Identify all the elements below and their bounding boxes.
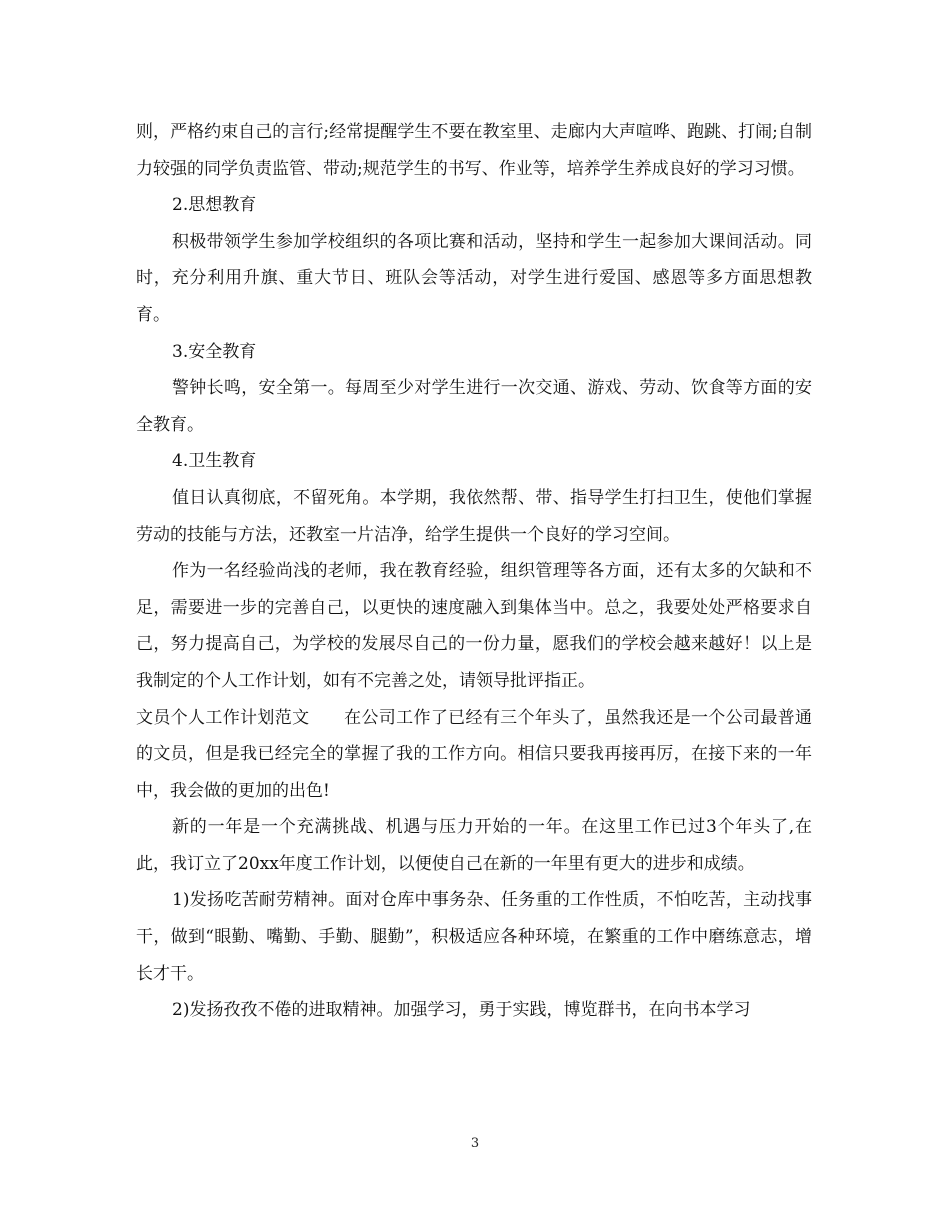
paragraph: 作为一名经验尚浅的老师，我在教育经验，组织管理等各方面，还有太多的欠缺和不足，需要进一步的完善自己，以更快的速度融入到集体当中。总之，我要处处严格要求自己，努力提高自己，为学校的发展尽自己的一份力量，愿我们的学校会越来越好！以上是我制定的个人工作计划，如有不完善之处，请领导批评指正。 — [136, 561, 812, 691]
page-number: 3 — [470, 1136, 480, 1151]
body-text — [136, 114, 812, 1029]
paragraph: 1)发扬吃苦耐劳精神。面对仓库中事务杂、任务重的工作性质，不怕吃苦，主动找事干，做到“眼勤、嘴勤、手勤、腿勤”，积极适应各种环境，在繁重的工作中磨练意志，增长才干。 — [136, 890, 812, 984]
section-heading: 2.思想教育 — [172, 195, 257, 216]
section-heading: 4.卫生教育 — [172, 451, 257, 472]
paragraph: 则，严格约束自己的言行;经常提醒学生不要在教室里、走廊内大声喧哗、跑跳、打闹;自制力较强的同学负责监管、带动;规范学生的书写、作业等，培养学生养成良好的学习习惯。 — [136, 122, 812, 179]
paragraph: 积极带领学生参加学校组织的各项比赛和活动，坚持和学生一起参加大课间活动。同时，充分利用升旗、重大节日、班队会等活动，对学生进行爱国、感恩等多方面思想教育。 — [136, 231, 812, 325]
paragraph: 2)发扬孜孜不倦的进取精神。加强学习，勇于实践，博览群书，在向书本学习 — [172, 1000, 751, 1021]
section-heading: 3.安全教育 — [172, 341, 257, 362]
paragraph: 新的一年是一个充满挑战、机遇与压力开始的一年。在这里工作已过3个年头了,在此，我订立了20xx年度工作计划，以便使自己在新的一年里有更大的进步和成绩。 — [136, 817, 812, 874]
paragraph: 文员个人工作计划范文 在公司工作了已经有三个年头了，虽然我还是一个公司最普通的文员，但是我已经完全的掌握了我的工作方向。相信只要我再接再厉，在接下来的一年中，我会做的更加的出色! — [136, 707, 812, 801]
paragraph: 警钟长鸣，安全第一。每周至少对学生进行一次交通、游戏、劳动、饮食等方面的安全教育。 — [136, 378, 812, 435]
paragraph: 值日认真彻底，不留死角。本学期，我依然帮、带、指导学生打扫卫生，使他们掌握劳动的技能与方法，还教室一片洁净，给学生提供一个良好的学习空间。 — [136, 487, 812, 545]
